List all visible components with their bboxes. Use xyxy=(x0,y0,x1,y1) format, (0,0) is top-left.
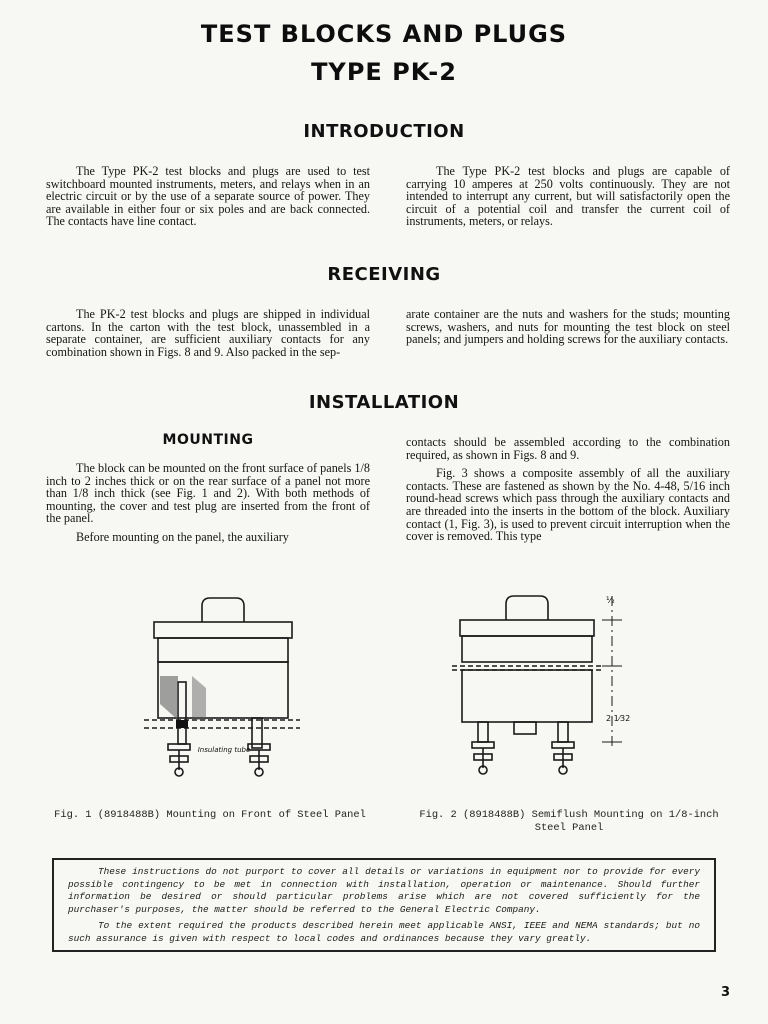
fig2-caption xyxy=(404,809,734,835)
receiving-right-paragraph: arate container are the nuts and washers for the studs; mounting screws, washers, and nuts for mounting the test block on steel panels; and jumpers and holding screws for the auxiliary contacts. xyxy=(406,307,730,347)
receiving-heading: RECEIVING xyxy=(327,264,441,285)
receiving-right-column xyxy=(406,308,730,352)
installation-right-paragraph-1: contacts should be assembled according to the combination required, as shown in Figs. 8 and 9. xyxy=(406,435,730,462)
introduction-right-paragraph: The Type PK-2 test blocks and plugs are capable of carrying 10 amperes at 250 volts continuously. They are not intended to interrupt any current, but will satisfactorily open the circuit of a potential coil and transfer the current coil of instruments, meters, or relays. xyxy=(406,164,730,229)
introduction-heading: INTRODUCTION xyxy=(303,121,465,142)
fig2-dimension-top: ½ xyxy=(606,596,615,606)
fig2-caption-line2: Steel Panel xyxy=(534,822,604,834)
fig2-dimension-side: 2 1⁄32 xyxy=(606,714,631,723)
disclaimer-paragraph-1: These instructions do not purport to cover all details or variations in equipment nor to provide for every possible contingency to be met in connection with installation, operation or maintenance. Should further information be desired or should particular problems arise which are not covered sufficiently for the purchaser's purposes, the matter should be referred to the General Electric Company. xyxy=(68,866,700,916)
introduction-left-column xyxy=(46,165,370,234)
disclaimer-box xyxy=(52,858,716,952)
fig2-drawing xyxy=(444,590,644,785)
installation-right-column xyxy=(406,436,730,549)
fig1-insulating-tube-label: Insulating tube xyxy=(197,746,251,754)
page-number: 3 xyxy=(720,985,730,1000)
installation-left-paragraph-2: Before mounting on the panel, the auxiliary xyxy=(76,529,289,544)
mounting-subheading: MOUNTING xyxy=(162,432,254,448)
page-subtitle: TYPE PK-2 xyxy=(311,58,457,86)
installation-left-paragraph-1: The block can be mounted on the front surface of panels 1/8 inch to 2 inches thick or on the rear surface of a panel not more than 1/8 inch thick (see Fig. 1 and 2). With both methods of mounting, the cover and test plug are inserted from the front of the panel. xyxy=(46,461,370,526)
receiving-left-paragraph: The PK-2 test blocks and plugs are shipped in individual cartons. In the carton with the test block, unassembled in a separate container, are sufficient auxiliary contacts for any combination shown in Figs. 8 and 9. Also packed in the sep- xyxy=(46,307,370,359)
installation-right-paragraph-2: Fig. 3 shows a composite assembly of all the auxiliary contacts. These are fastened as shown by the No. 4-48, 5/16 inch round-head screws which pass through the auxiliary contacts and are threaded into the inserts in the bottom of the block. Auxiliary contact (1, Fig. 3), is used to prevent circuit interruption when the cover is removed. This type xyxy=(406,466,730,544)
introduction-right-column xyxy=(406,165,730,234)
fig1-caption: Fig. 1 (8918488B) Mounting on Front of Steel Panel xyxy=(54,809,366,821)
disclaimer-paragraph-2: To the extent required the products described herein meet applicable ANSI, IEEE and NEMA standards; but no such assurance is given with respect to local codes and ordinances because they vary greatly. xyxy=(68,919,700,944)
installation-left-column xyxy=(46,462,370,550)
introduction-left-paragraph: The Type PK-2 test blocks and plugs are used to test switchboard mounted instruments, meters, and relays when in an electric circuit or by the use of a separate source of power. They are available in either four or six poles and are back connected. The contacts have line contact. xyxy=(46,164,370,229)
fig2-caption-line1: Fig. 2 (8918488B) Semiflush Mounting on 1/8-inch xyxy=(419,809,719,821)
installation-heading: INSTALLATION xyxy=(308,392,460,413)
receiving-left-column xyxy=(46,308,370,364)
page-title: TEST BLOCKS AND PLUGS xyxy=(200,20,568,48)
